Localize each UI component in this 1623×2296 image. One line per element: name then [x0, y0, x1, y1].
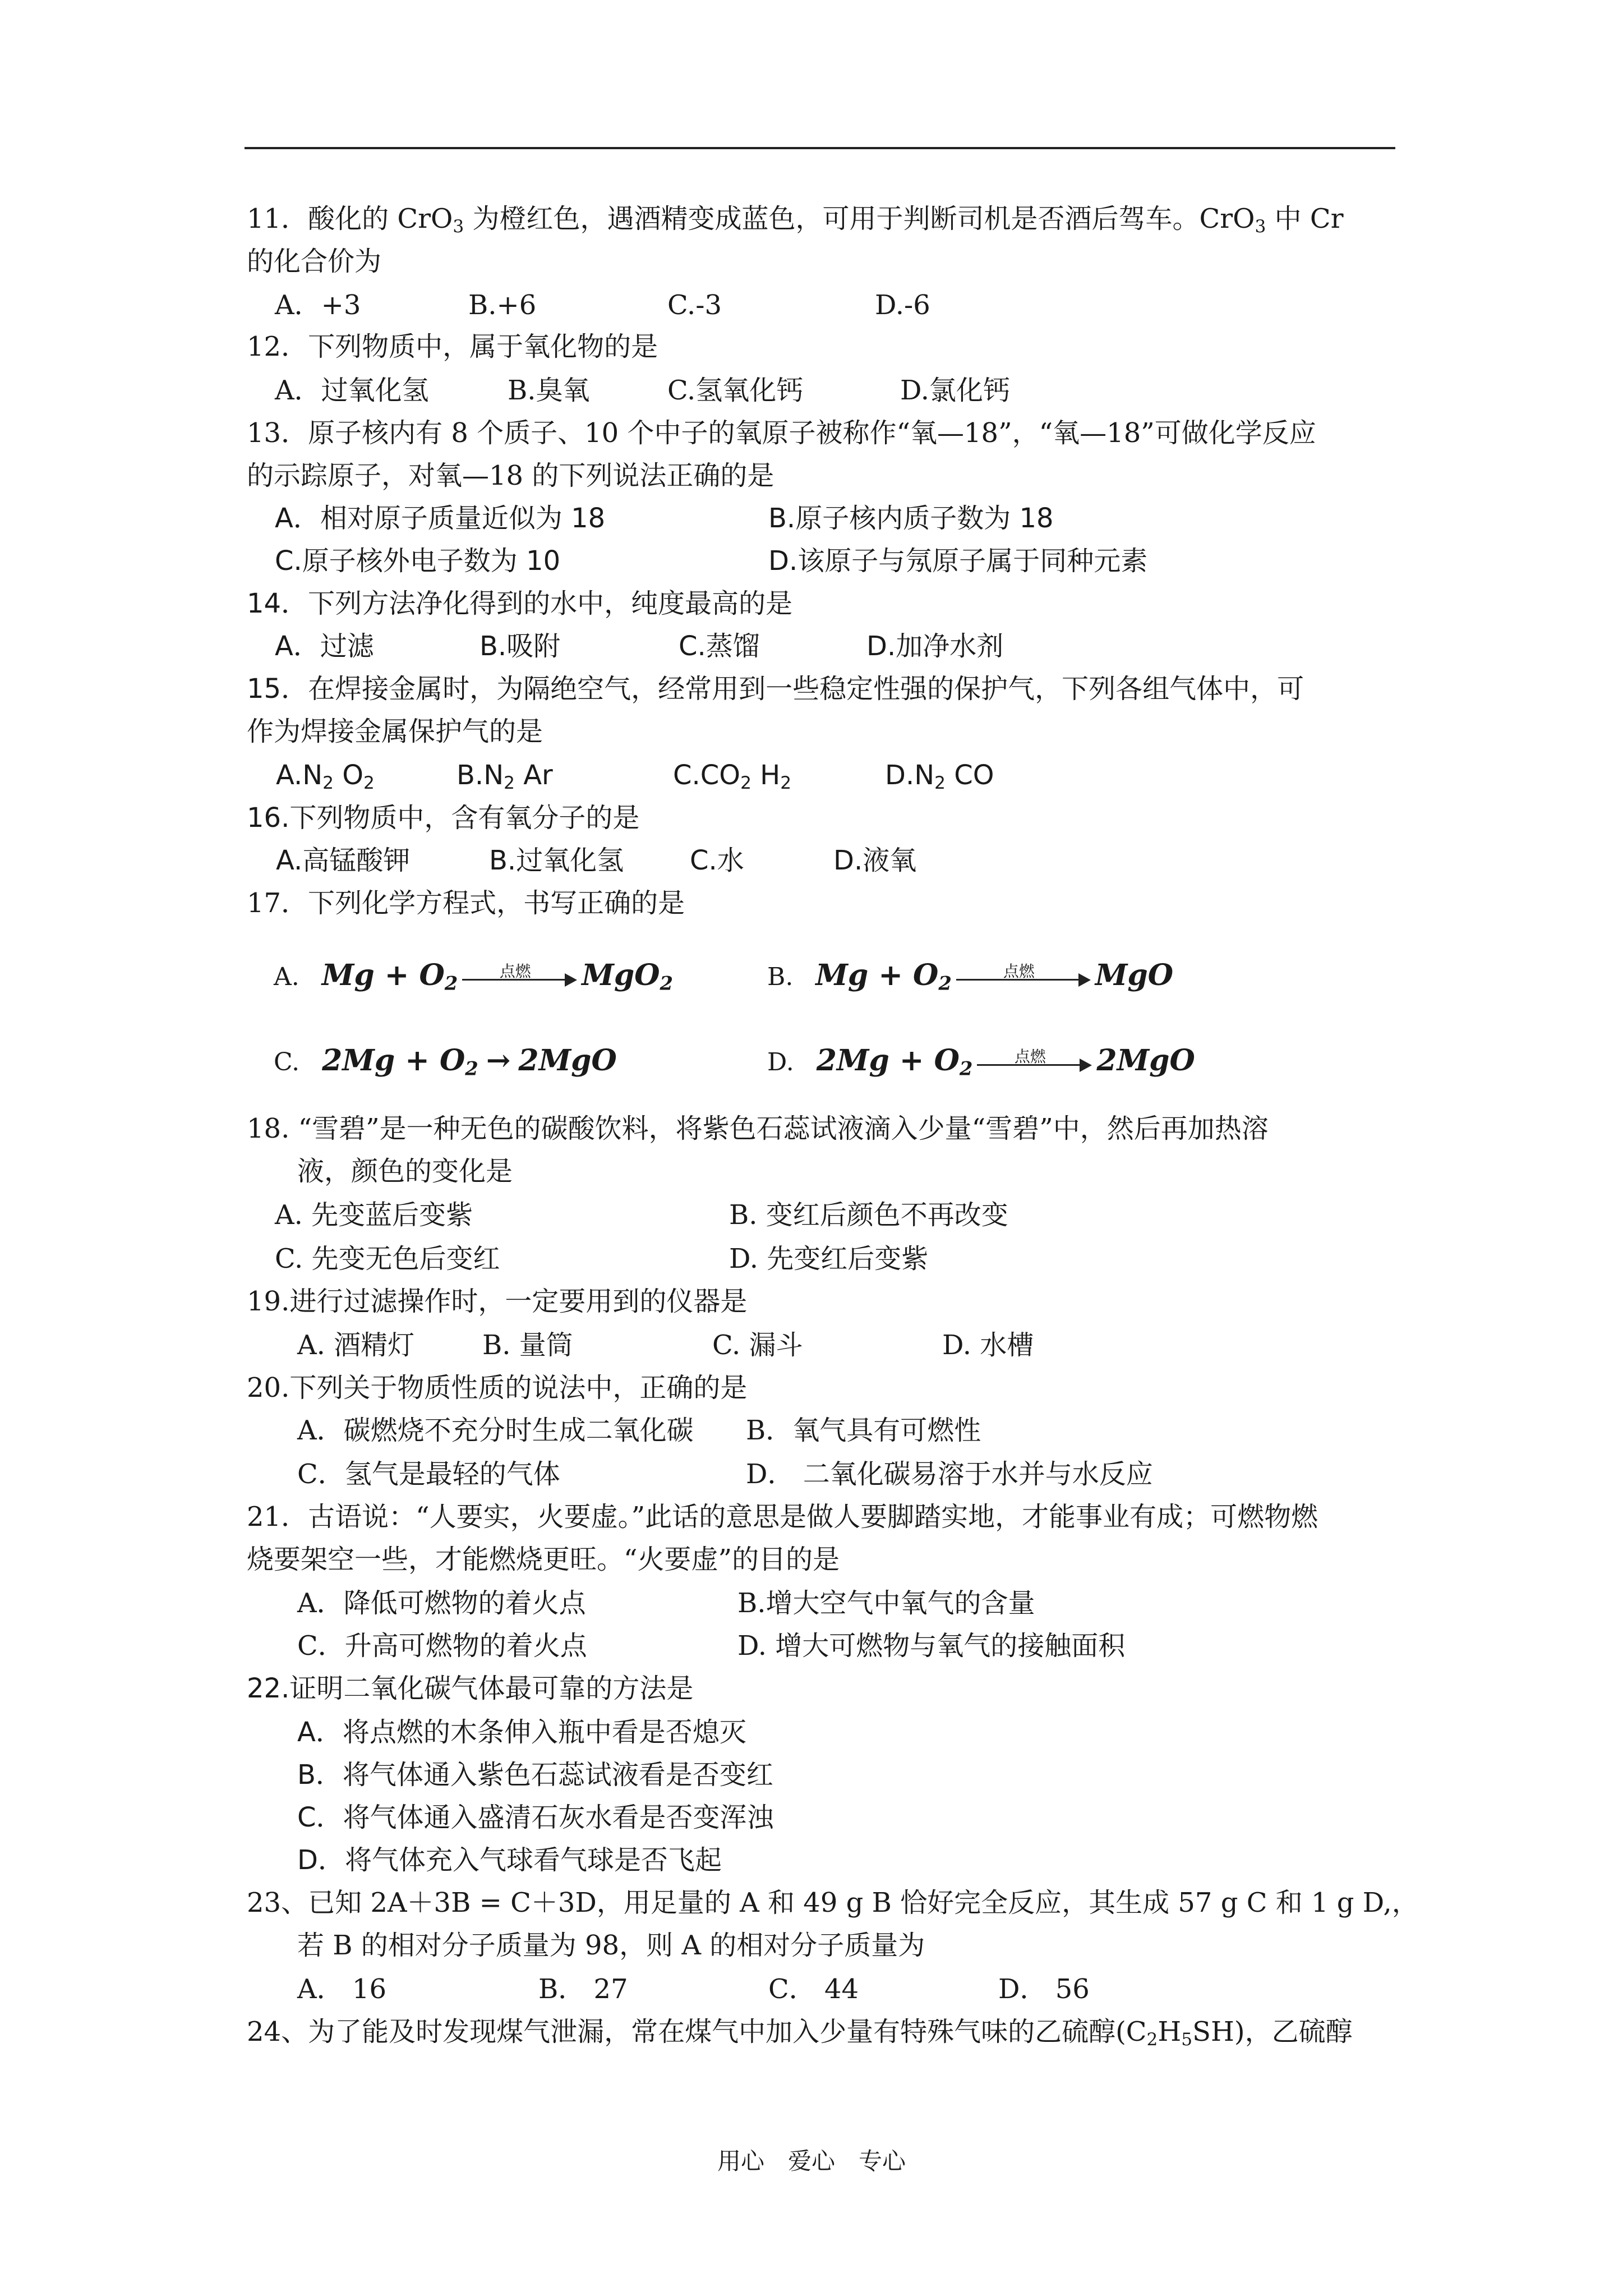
q18-option-c: C. 先变无色后变红: [275, 1243, 500, 1274]
q18-option-b: B. 变红后颜色不再改变: [729, 1199, 1008, 1231]
q19-option-a: A. 酒精灯: [297, 1329, 415, 1361]
q23-option-a: A． 16: [297, 1973, 387, 2005]
q13-option-d: D.该原子与氖原子属于同种元素: [768, 545, 1148, 577]
page-footer: 用心 爱心 专心: [717, 2147, 906, 2175]
q11-option-c: C.-3: [667, 289, 722, 321]
q17-stem: 17．下列化学方程式，书写正确的是: [247, 887, 685, 919]
q21-option-d: D. 增大可燃物与氧气的接触面积: [737, 1630, 1126, 1662]
q21-stem-line2: 烧要架空一些，才能燃烧更旺。“火要虚”的目的是: [247, 1544, 840, 1575]
q20-options-row2: [297, 1456, 1153, 1492]
q22-option-b: B．将气体通入紫色石蕊试液看是否变红: [297, 1759, 773, 1791]
q17-a-reaction-arrow: 点燃: [462, 967, 577, 989]
q15-option-a: $A.N_2$ $O_2$: [276, 760, 375, 793]
q16-option-b: B.过氧化氢: [489, 845, 624, 876]
q17-d-reaction-arrow: 点燃: [977, 1052, 1092, 1074]
q15-option-c: $C.CO_2$ $H_2$: [673, 760, 792, 793]
q17-b-reaction-arrow: 点燃: [956, 967, 1091, 989]
q20-option-a: A．碳燃烧不充分时生成二氧化碳: [297, 1415, 694, 1446]
q19-option-c: C. 漏斗: [712, 1329, 803, 1361]
q13-option-b: B.原子核内质子数为 18: [768, 503, 1054, 534]
q21-options-row1: [297, 1585, 1035, 1621]
q19-options: [297, 1327, 1034, 1363]
q16-option-c: C.水: [690, 845, 744, 876]
q23-option-b: B． 27: [538, 1973, 628, 2005]
q12-option-c: C.氢氧化钙: [667, 375, 804, 406]
q21-option-c: C．升高可燃物的着火点: [297, 1630, 587, 1662]
q20-options-row1: [297, 1412, 981, 1448]
q14-option-a: A．过滤: [275, 631, 374, 662]
q14-option-c: C.蒸馏: [679, 631, 760, 662]
q11-option-d: D.-6: [875, 289, 930, 321]
q24-stem-line1: 24、为了能及时发现煤气泄漏，常在煤气中加入少量有特殊气味的乙硫醇$(C_2H_5SH)$，乙硫醇: [247, 2016, 1353, 2050]
q17-equation-b: B. $Mg + O_2$ 点燃 MgO: [767, 958, 1174, 995]
q13-option-a: A．相对原子质量近似为 18: [275, 503, 606, 534]
q11-option-a: A．+3: [275, 289, 361, 321]
q18-stem-line2: 液，颜色的变化是: [297, 1156, 513, 1187]
q16-stem: 16.下列物质中，含有氧分子的是: [247, 802, 640, 834]
q18-option-a: A. 先变蓝后变紫: [275, 1199, 473, 1231]
header-rule: [245, 147, 1395, 149]
q17-equation-a: A. $Mg + O_2$ 点燃 MgO$_2$: [274, 958, 674, 995]
q14-stem: 14．下列方法净化得到的水中，纯度最高的是: [247, 588, 793, 619]
q13-options-row2: [275, 543, 1147, 579]
q22-option-c: C．将气体通入盛清石灰水看是否变浑浊: [297, 1802, 774, 1833]
q22-stem: 22.证明二氧化碳气体最可靠的方法是: [247, 1673, 694, 1704]
q15-option-d: $D.N_2$ CO: [885, 760, 994, 793]
q11-option-b: B.+6: [468, 289, 537, 321]
q23-option-c: C． 44: [768, 1973, 859, 2005]
q20-stem: 20.下列关于物质性质的说法中，正确的是: [247, 1372, 748, 1404]
q18-option-d: D. 先变红后变紫: [729, 1243, 929, 1274]
q13-option-c: C.原子核外电子数为 10: [275, 545, 561, 577]
q11-stem-line2: 的化合价为: [247, 246, 382, 277]
q21-option-b: B.增大空气中氧气的含量: [737, 1588, 1035, 1619]
q18-options-row1: [275, 1197, 1008, 1233]
q16-option-a: A.高锰酸钾: [276, 845, 411, 876]
q15-option-b: $B.N_2$ Ar: [457, 760, 553, 793]
q22-option-a: A．将点燃的木条伸入瓶中看是否熄灭: [297, 1717, 746, 1748]
q19-stem: 19.进行过滤操作时，一定要用到的仪器是: [247, 1286, 748, 1317]
q20-option-c: C．氢气是最轻的气体: [297, 1458, 560, 1490]
q17-equation-c: C. $2Mg + O_2 \to 2MgO$: [274, 1043, 617, 1080]
q13-stem-line1: 13．原子核内有 8 个质子、10 个中子的氧原子被称作“氧—18”，“氧—18”可做化学反应: [247, 417, 1316, 449]
q11-options: [275, 287, 930, 323]
q15-options: [276, 757, 994, 801]
q15-stem-line2: 作为焊接金属保护气的是: [247, 716, 543, 747]
q12-option-b: B.臭氧: [508, 375, 590, 406]
q23-stem-line2: 若 B 的相对分子质量为 98，则 A 的相对分子质量为: [297, 1930, 925, 1961]
q11-stem-line1: 11．酸化的 CrO$_3$ 为橙红色，遇酒精变成蓝色，可用于判断司机是否酒后驾车。CrO$_3$ 中 Cr: [247, 203, 1344, 237]
q20-option-b: B．氧气具有可燃性: [746, 1415, 981, 1446]
q21-options-row2: [297, 1628, 1125, 1664]
q12-option-a: A．过氧化氢: [275, 375, 429, 406]
q21-option-a: A．降低可燃物的着火点: [297, 1588, 586, 1619]
q15-stem-line1: 15．在焊接金属时，为隔绝空气，经常用到一些稳定性强的保护气，下列各组气体中，可: [247, 673, 1304, 705]
q12-option-d: D.氯化钙: [900, 375, 1011, 406]
q13-stem-line2: 的示踪原子，对氧—18 的下列说法正确的是: [247, 460, 774, 491]
q13-options-row1: [275, 500, 1054, 536]
q16-options: [276, 843, 916, 878]
q14-option-d: D.加净水剂: [866, 631, 1004, 662]
q19-option-b: B. 量筒: [482, 1329, 573, 1361]
q20-option-d: D． 二氧化碳易溶于水并与水反应: [746, 1458, 1153, 1490]
q12-options: [275, 372, 1010, 408]
q14-options: [275, 628, 1003, 664]
q12-stem: 12．下列物质中，属于氧化物的是: [247, 331, 658, 362]
q17-equation-d: D. $2Mg + O_2$ 点燃 2MgO: [767, 1043, 1195, 1080]
q23-options: [297, 1971, 1090, 2007]
q21-stem-line1: 21．古语说：“人要实，火要虚。”此话的意思是做人要脚踏实地，才能事业有成；可燃物燃: [247, 1501, 1318, 1533]
q14-option-b: B.吸附: [479, 631, 561, 662]
q16-option-d: D.液氧: [833, 845, 917, 876]
q22-option-d: D．将气体充入气球看气球是否飞起: [297, 1844, 722, 1876]
q23-option-d: D． 56: [998, 1973, 1090, 2005]
q18-options-row2: [275, 1241, 928, 1277]
q19-option-d: D. 水槽: [942, 1329, 1034, 1361]
q18-stem-line1: 18. “雪碧”是一种无色的碳酸饮料，将紫色石蕊试液滴入少量“雪碧”中，然后再加热溶: [247, 1113, 1269, 1144]
q23-stem-line1: 23、已知 2A＋3B = C＋3D，用足量的 A 和 49 g B 恰好完全反应，其生成 57 g C 和 1 g D,，: [247, 1887, 1419, 1918]
